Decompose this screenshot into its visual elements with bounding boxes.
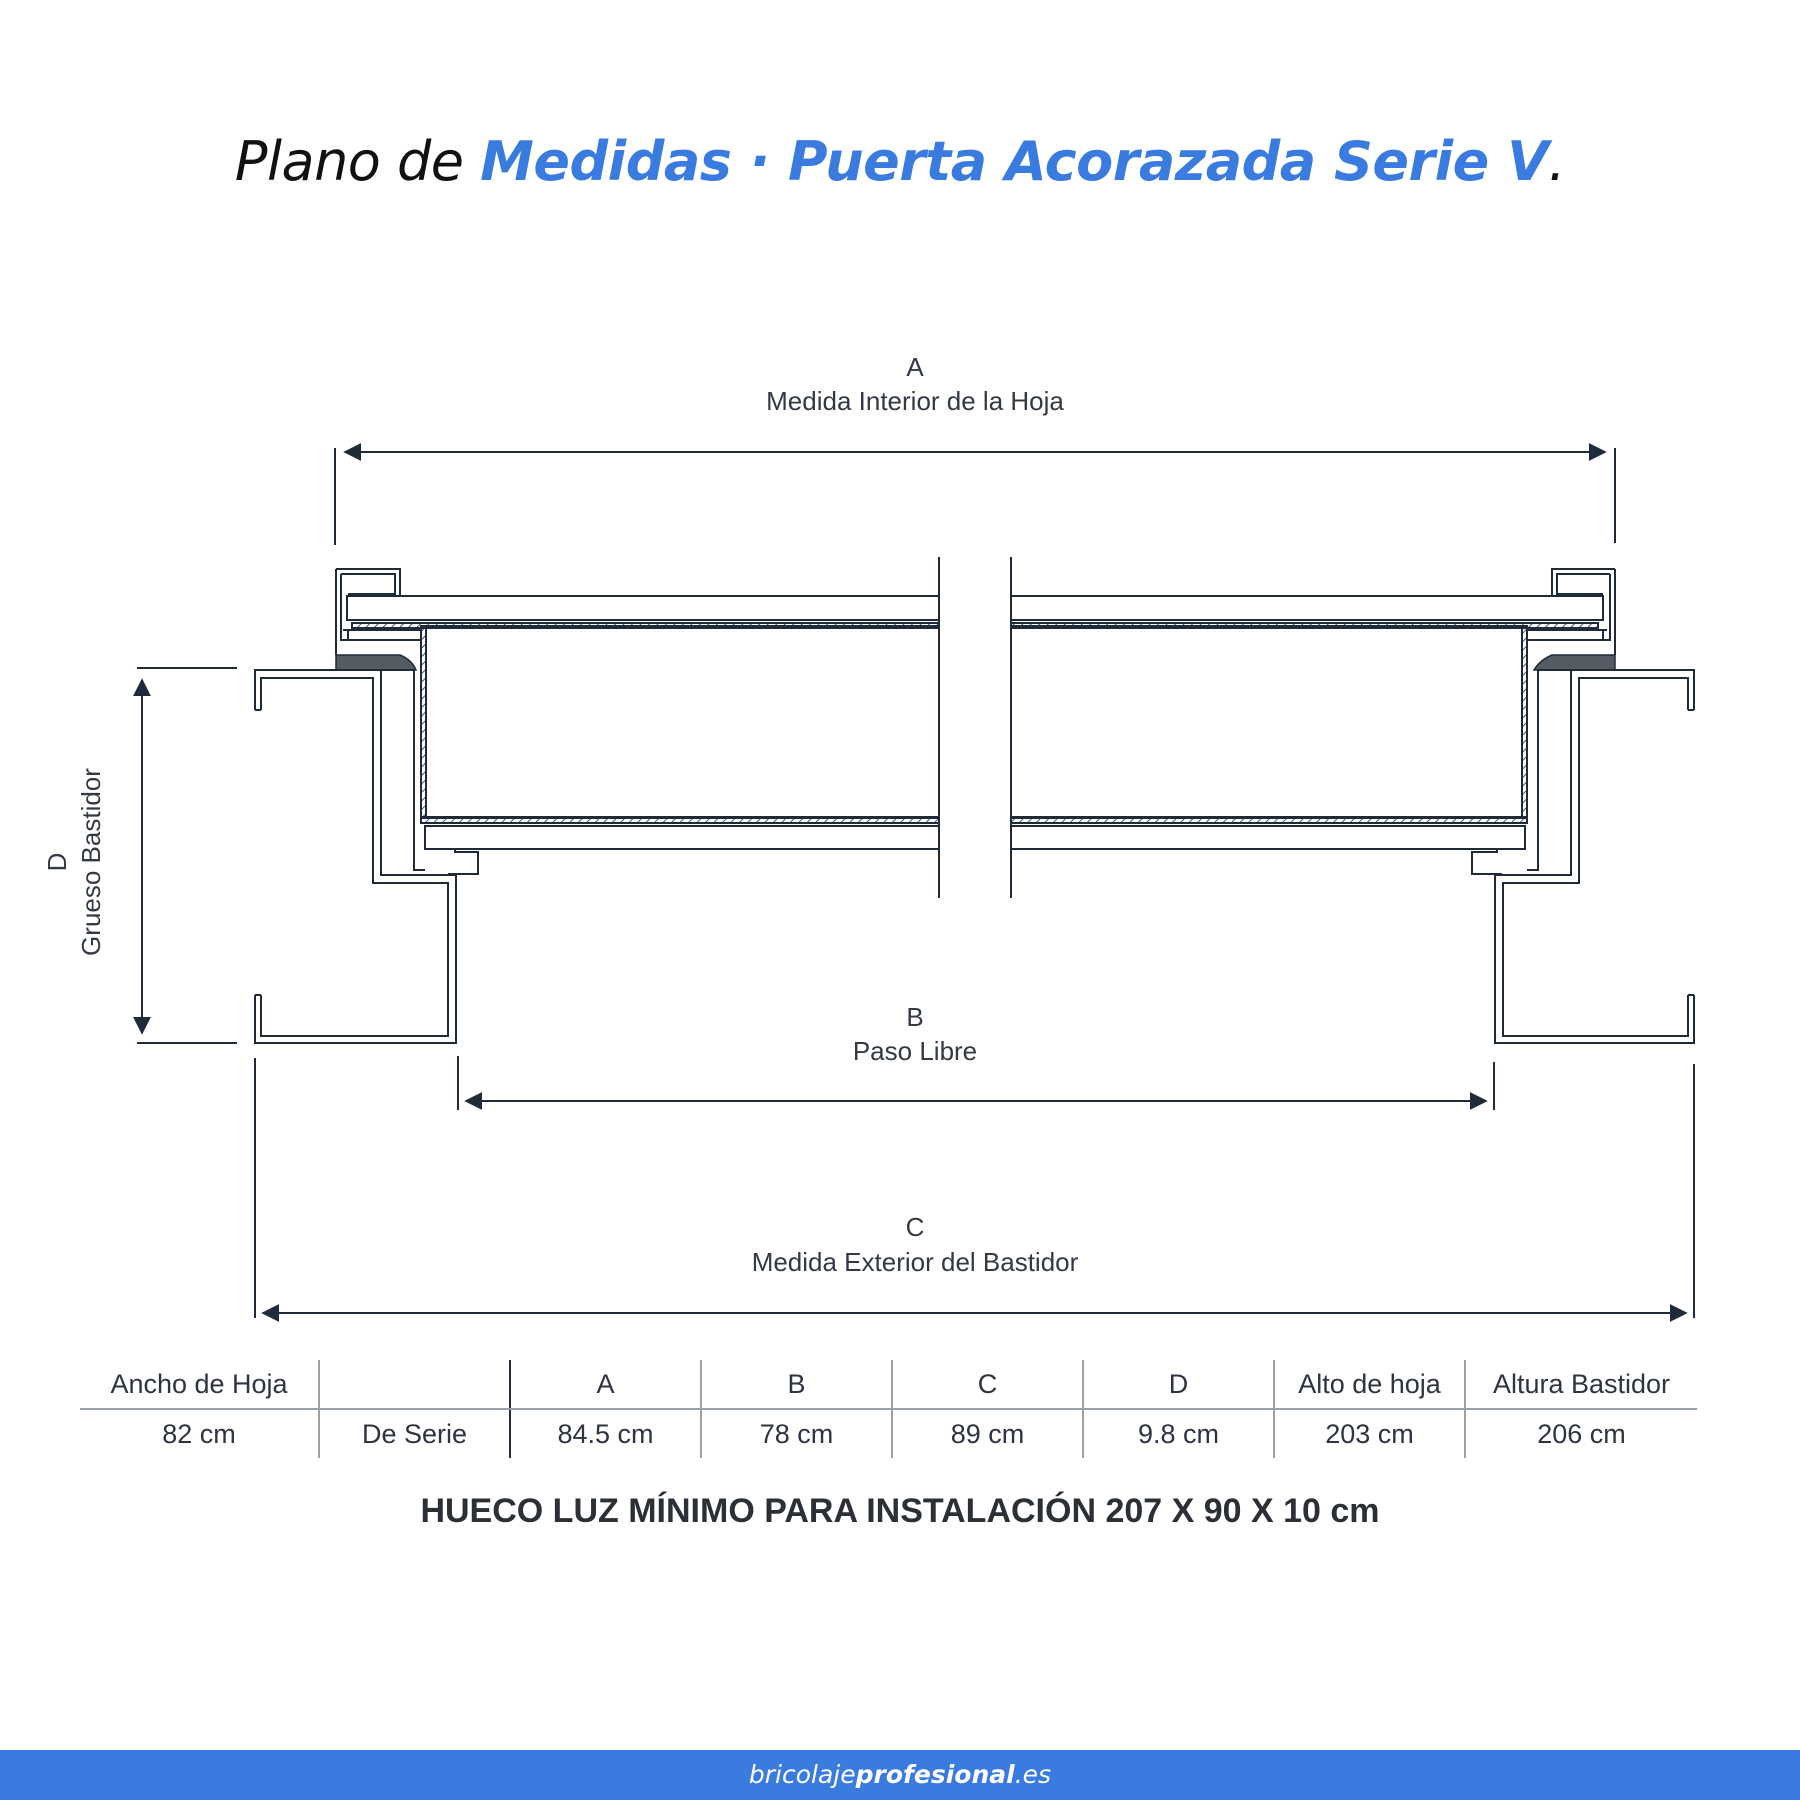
footer-bar	[0, 1750, 1800, 1800]
dim-d-label: Grueso Bastidor	[76, 768, 106, 956]
dim-d-letter: D	[42, 852, 72, 872]
value-d: 9.8 cm	[1083, 1409, 1274, 1458]
specs-header-row	[80, 1360, 1697, 1409]
dimension-d	[42, 668, 237, 1043]
header-c: C	[892, 1360, 1083, 1409]
footer-brand-tld: .es	[1014, 1760, 1052, 1789]
title-prefix: Plano de	[234, 130, 481, 193]
header-altura-bastidor: Altura Bastidor	[1465, 1360, 1697, 1409]
value-b: 78 cm	[701, 1409, 892, 1458]
footer-brand-bold: profesional	[855, 1760, 1015, 1789]
gasket-right	[1534, 655, 1615, 670]
value-ancho-hoja: 82 cm	[80, 1409, 319, 1458]
header-d: D	[1083, 1360, 1274, 1409]
dim-b-letter: B	[906, 1002, 924, 1032]
title-suffix: .	[1548, 130, 1566, 193]
value-a: 84.5 cm	[510, 1409, 701, 1458]
specs-value-row	[80, 1409, 1697, 1458]
top-left-profile	[336, 569, 421, 655]
installation-note: HUECO LUZ MÍNIMO PARA INSTALACIÓN 207 X 90 X 10 cm	[420, 1492, 1380, 1530]
value-alto-hoja: 203 cm	[1274, 1409, 1465, 1458]
value-altura-bastidor: 206 cm	[1537, 1418, 1626, 1449]
dim-a-letter: A	[906, 352, 924, 382]
dimension-c	[255, 1058, 1694, 1318]
top-right-profile	[1527, 569, 1615, 655]
title-highlight: Medidas · Puerta Acorazada Serie V	[480, 130, 1549, 193]
value-de-serie: De Serie	[319, 1409, 510, 1458]
header-ancho-hoja: Ancho de Hoja	[80, 1360, 319, 1409]
dim-b-label: Paso Libre	[852, 1036, 978, 1066]
dim-c-letter: C	[905, 1212, 925, 1242]
dimension-a	[335, 352, 1615, 545]
footer-brand-plain: bricolaje	[748, 1760, 856, 1789]
value-c: 89 cm	[892, 1409, 1083, 1458]
dimension-b	[458, 1002, 1494, 1110]
header-blank	[319, 1360, 510, 1409]
dim-c-label: Medida Exterior del Bastidor	[751, 1247, 1079, 1277]
header-alto-hoja: Alto de hoja	[1274, 1360, 1465, 1409]
dim-a-label: Medida Interior de la Hoja	[766, 386, 1064, 416]
header-b: B	[701, 1360, 892, 1409]
header-a: A	[510, 1360, 701, 1409]
door-leaf	[347, 557, 1603, 898]
gasket-left	[336, 655, 416, 670]
specs-table	[80, 1360, 1697, 1458]
